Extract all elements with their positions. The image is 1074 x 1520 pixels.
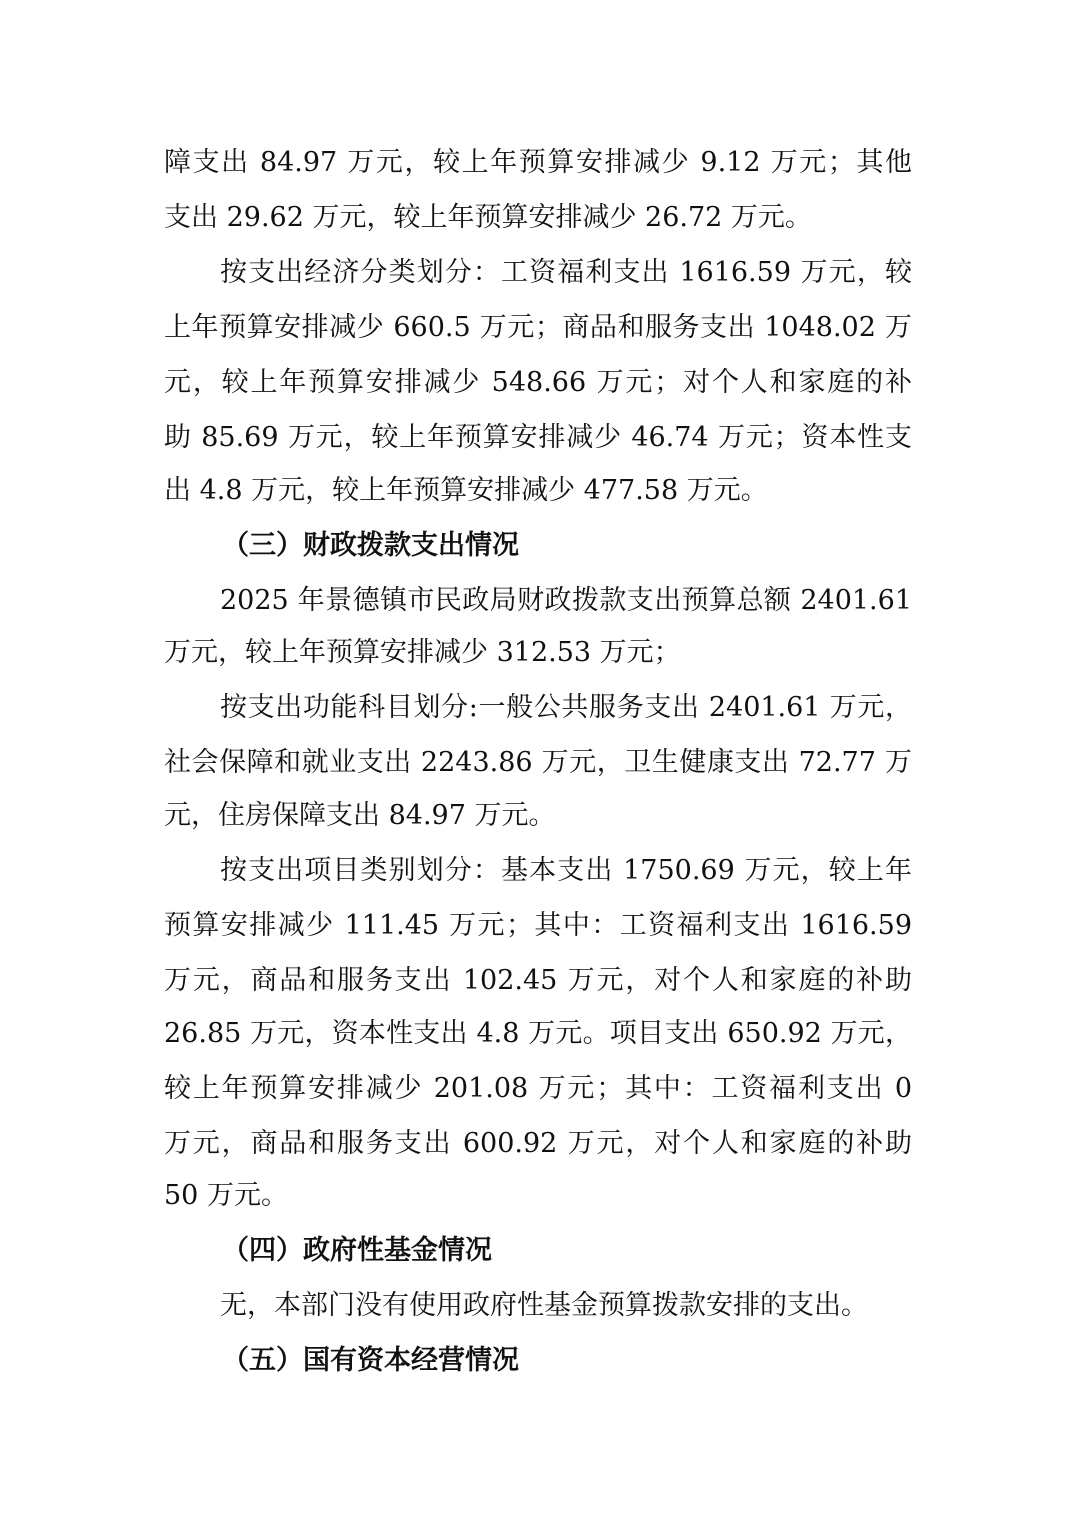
text-line: 按支出项目类别划分：基本支出 1750.69 万元，较上年	[220, 855, 912, 886]
text-line: 按支出功能科目划分:一般公共服务支出 2401.61 万元，	[220, 692, 912, 723]
text-line: 助 85.69 万元，较上年预算安排减少 46.74 万元；资本性支	[164, 422, 912, 453]
text-line: 较上年预算安排减少 201.08 万元；其中：工资福利支出 0	[164, 1073, 912, 1104]
text-line: 元，住房保障支出 84.97 万元。	[164, 800, 556, 831]
section-heading: （四）政府性基金情况	[222, 1235, 492, 1266]
text-line: 无，本部门没有使用政府性基金预算拨款安排的支出。	[220, 1290, 868, 1321]
text-line: 出 4.8 万元，较上年预算安排减少 477.58 万元。	[164, 475, 768, 506]
section-heading: （五）国有资本经营情况	[222, 1345, 519, 1376]
text-line: 按支出经济分类划分：工资福利支出 1616.59 万元，较	[220, 257, 912, 288]
section-heading: （三）财政拨款支出情况	[222, 530, 519, 561]
text-line: 26.85 万元，资本性支出 4.8 万元。项目支出 650.92 万元，	[164, 1018, 912, 1049]
text-line: 万元，商品和服务支出 600.92 万元，对个人和家庭的补助	[164, 1128, 912, 1159]
text-line: 50 万元。	[164, 1180, 288, 1211]
text-line: 上年预算安排减少 660.5 万元；商品和服务支出 1048.02 万	[164, 312, 912, 343]
text-line: 障支出 84.97 万元，较上年预算安排减少 9.12 万元；其他	[164, 147, 912, 178]
text-line: 社会保障和就业支出 2243.86 万元，卫生健康支出 72.77 万	[164, 747, 912, 778]
text-line: 元，较上年预算安排减少 548.66 万元；对个人和家庭的补	[164, 367, 912, 398]
text-line: 预算安排减少 111.45 万元；其中：工资福利支出 1616.59	[164, 910, 912, 941]
text-line: 万元，商品和服务支出 102.45 万元，对个人和家庭的补助	[164, 965, 912, 996]
text-line: 2025 年景德镇市民政局财政拨款支出预算总额 2401.61	[220, 585, 912, 616]
text-line: 万元，较上年预算安排减少 312.53 万元；	[164, 637, 681, 668]
text-line: 支出 29.62 万元，较上年预算安排减少 26.72 万元。	[164, 202, 812, 233]
